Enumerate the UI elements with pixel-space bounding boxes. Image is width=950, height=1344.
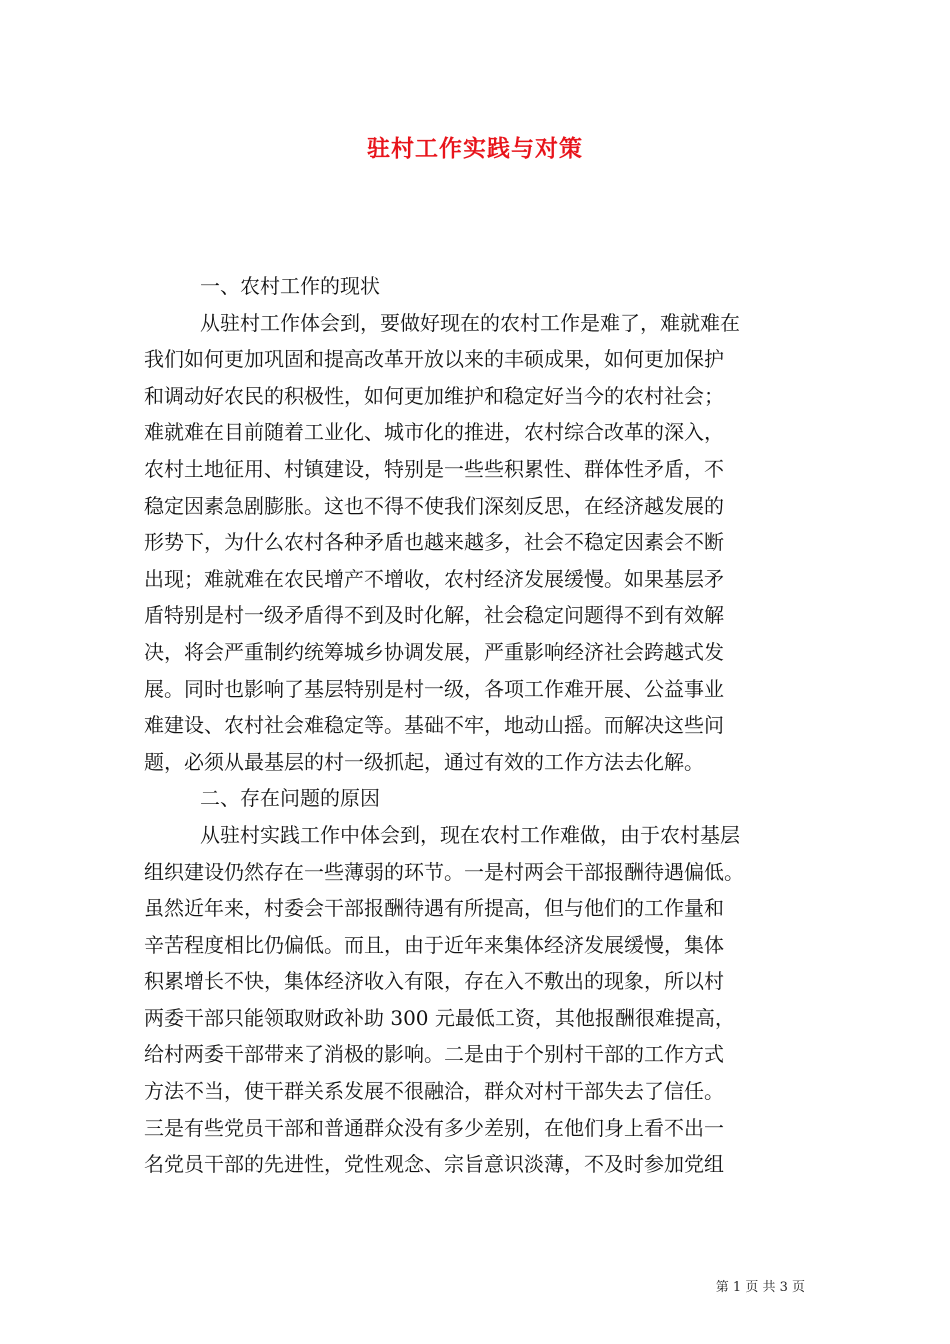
text-line: 我们如何更加巩固和提高改革开放以来的丰硕成果，如何更加保护: [144, 347, 724, 372]
document-title: 驻村工作实践与对策: [367, 135, 583, 162]
text-line: 展。同时也影响了基层特别是村一级，各项工作难开展、公益事业: [144, 676, 724, 701]
text-line: 决，将会严重制约统筹城乡协调发展，严重影响经济社会跨越式发: [144, 639, 724, 664]
text-line: 两委干部只能领取财政补助 300 元最低工资，其他报酬很难提高，: [144, 1005, 735, 1030]
text-line: 盾特别是村一级矛盾得不到及时化解，社会稳定问题得不到有效解: [144, 603, 724, 628]
text-line: 从驻村工作体会到，要做好现在的农村工作是难了，难就难在: [200, 310, 740, 335]
text-line: 难建设、农村社会难稳定等。基础不牢，地动山摇。而解决这些问: [144, 713, 724, 738]
text-line: 辛苦程度相比仍偏低。而且，由于近年来集体经济发展缓慢，集体: [144, 932, 724, 957]
text-line: 三是有些党员干部和普通群众没有多少差别，在他们身上看不出一: [144, 1115, 724, 1140]
document-body: [144, 268, 808, 1183]
text-line: 形势下，为什么农村各种矛盾也越来越多，社会不稳定因素会不断: [144, 530, 724, 555]
text-line: 名党员干部的先进性，党性观念、宗旨意识淡薄，不及时参加党组: [144, 1152, 724, 1177]
text-line: 虽然近年来，村委会干部报酬待遇有所提高，但与他们的工作量和: [144, 896, 724, 921]
text-line: 给村两委干部带来了消极的影响。二是由于个别村干部的工作方式: [144, 1042, 724, 1067]
text-line: 组织建设仍然存在一些薄弱的环节。一是村两会干部报酬待遇偏低。: [144, 859, 744, 884]
text-line: 题，必须从最基层的村一级抓起，通过有效的工作方法去化解。: [144, 749, 704, 774]
text-line: 从驻村实践工作中体会到，现在农村工作难做，由于农村基层: [200, 822, 740, 847]
text-line: 农村土地征用、村镇建设，特别是一些些积累性、群体性矛盾，不: [144, 456, 724, 481]
text-line: 方法不当，使干群关系发展不很融洽，群众对村干部失去了信任。: [144, 1079, 724, 1104]
text-line: 难就难在目前随着工业化、城市化的推进，农村综合改革的深入，: [144, 420, 724, 445]
text-line: 稳定因素急剧膨胀。这也不得不使我们深刻反思，在经济越发展的: [144, 493, 724, 518]
text-line: 二、存在问题的原因: [200, 786, 380, 811]
text-line: 和调动好农民的积极性，如何更加维护和稳定好当今的农村社会；: [144, 383, 724, 408]
text-line: 一、农村工作的现状: [200, 274, 380, 298]
text-line: 积累增长不快，集体经济收入有限，存在入不敷出的现象，所以村: [144, 969, 724, 994]
text-line: 出现；难就难在农民增产不增收，农村经济发展缓慢。如果基层矛: [144, 566, 724, 591]
page-number: 第 1 页 共 3 页: [715, 1280, 805, 1295]
